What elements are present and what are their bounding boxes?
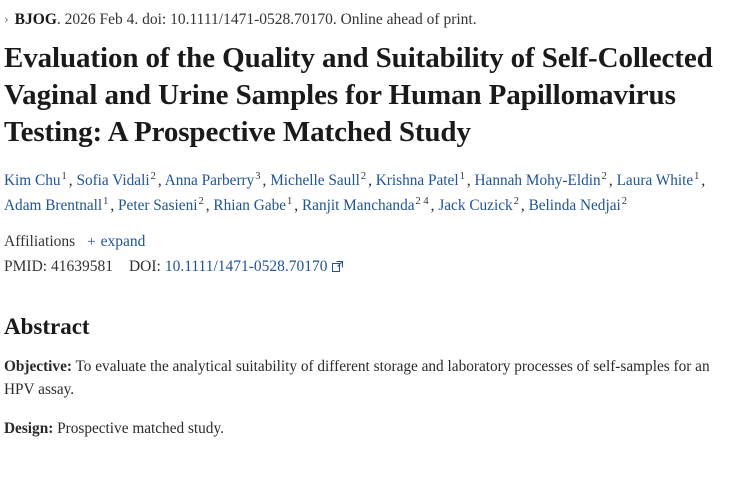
author-link[interactable]: Krishna Patel [375, 171, 459, 189]
author-affiliation-marker: 2 [513, 196, 519, 208]
author-affiliation-marker: 2 [360, 170, 367, 182]
author-link[interactable]: Belinda Nedjai [528, 197, 621, 215]
author-list [4, 168, 740, 220]
author-separator: , [157, 171, 165, 189]
author-link[interactable]: Hannah Mohy-Eldin [474, 171, 601, 189]
author-separator: , [110, 197, 119, 215]
author-separator: , [466, 171, 475, 189]
author-link[interactable]: Kim Chu [4, 171, 61, 189]
plus-icon: + [87, 233, 96, 250]
abstract-section-text: To evaluate the analytical suitability of different storage and laboratory processes of self-samples for an HPV assay. [4, 358, 710, 399]
doi-value: 10.1111/1471-0528.70170 [164, 258, 328, 276]
citation-details: . 2026 Feb 4. doi: 10.1111/1471-0528.70170. Online ahead of print. [56, 11, 477, 28]
pmid [4, 258, 113, 276]
author-affiliation-marker: 1 [287, 196, 293, 208]
author-separator: , [520, 197, 529, 215]
doi-link[interactable] [165, 258, 343, 276]
author-link[interactable]: Rhian Gabe [213, 197, 287, 215]
author-separator: , [701, 171, 706, 189]
author-affiliation-marker: 3 [255, 170, 261, 182]
author-affiliation-marker: 2 [198, 196, 204, 208]
chevron-right-icon: › [4, 12, 9, 27]
pmid-label: PMID: [4, 258, 48, 276]
author-separator: , [68, 171, 77, 189]
author-link[interactable]: Ranjit Manchanda [301, 197, 415, 215]
author-affiliation-marker: 2 [601, 170, 607, 182]
author-affiliation-marker: 1 [694, 170, 700, 182]
pmid-value: 41639581 [50, 258, 113, 276]
page-title: Evaluation of the Quality and Suitability of Self-Collected Vaginal and Urine Samples for Human Papillomavirus Testing: A Prospective Matched Study [4, 42, 713, 149]
identifiers-row [4, 258, 740, 276]
external-link-icon [332, 261, 343, 272]
author-affiliation-marker: 2 [621, 196, 627, 208]
author-separator: , [608, 171, 617, 189]
author-separator: , [368, 171, 376, 189]
author-link[interactable]: Michelle Saull [270, 171, 360, 189]
author-link[interactable]: Laura White [616, 171, 694, 189]
expand-affiliations-label: expand [100, 233, 146, 251]
abstract-section [4, 356, 739, 402]
author-affiliation-marker: 1 [459, 170, 465, 182]
author-affiliation-marker: 2 [150, 170, 156, 182]
doi-label: DOI: [128, 258, 161, 276]
affiliations-label: Affiliations [4, 233, 76, 251]
journal-name[interactable]: BJOG [14, 11, 57, 28]
abstract-body [4, 356, 740, 441]
abstract-section-label: Design: [4, 420, 54, 438]
affiliations-row [4, 233, 740, 251]
author-link[interactable]: Peter Sasieni [118, 197, 198, 215]
author-separator: , [205, 197, 214, 215]
abstract-heading: Abstract [4, 314, 90, 340]
author-link[interactable]: Sofia Vidali [76, 171, 150, 189]
abstract-section-label: Objective: [4, 358, 72, 376]
author-link[interactable]: Anna Parberry [164, 171, 255, 189]
author-affiliation-marker: 1 [103, 196, 109, 208]
author-affiliation-marker: 2 4 [415, 196, 429, 208]
expand-affiliations-button[interactable] [87, 233, 145, 251]
author-link[interactable]: Jack Cuzick [438, 197, 513, 215]
author-link[interactable]: Adam Brentnall [4, 197, 103, 215]
author-separator: , [262, 171, 271, 189]
author-separator: , [430, 197, 439, 215]
author-separator: , [294, 197, 302, 215]
abstract-section [4, 418, 739, 441]
author-affiliation-marker: 1 [61, 170, 67, 182]
abstract-section-text: Prospective matched study. [53, 420, 224, 438]
citation-line [4, 10, 740, 30]
